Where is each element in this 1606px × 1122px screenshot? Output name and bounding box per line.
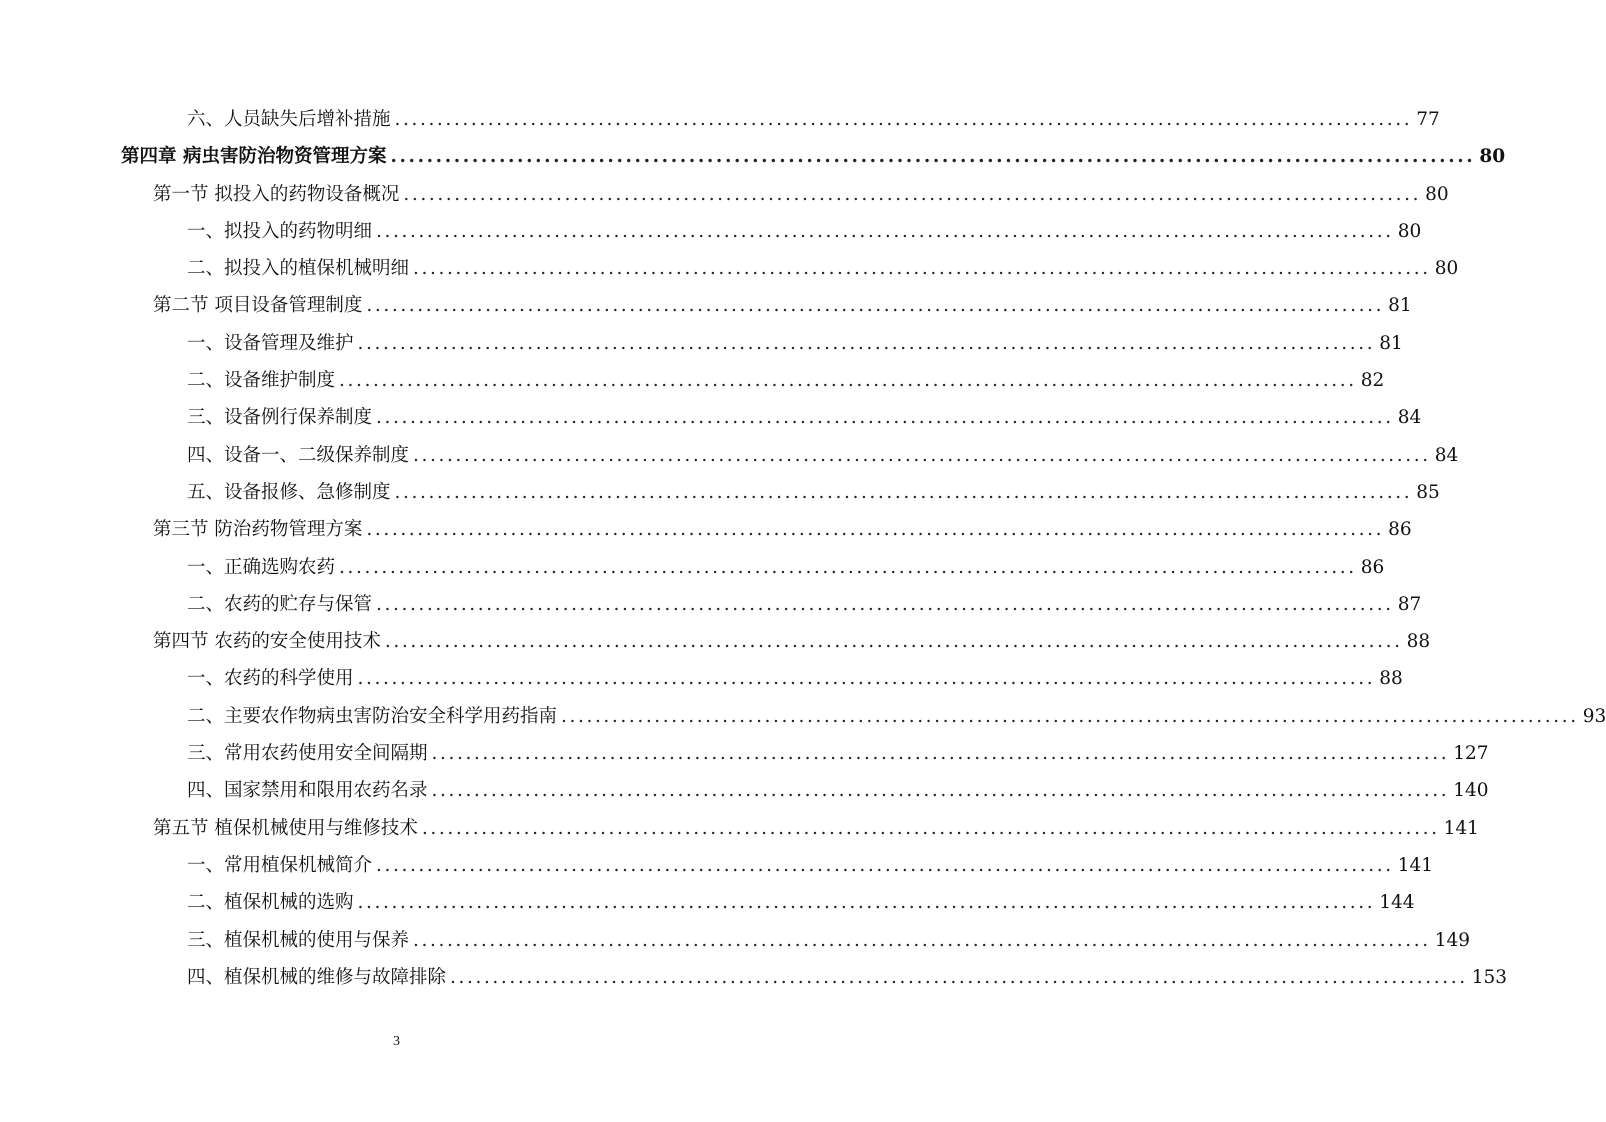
toc-entry-page: 141 xyxy=(1443,817,1479,839)
toc-entry-title: 一、正确选购农药 xyxy=(187,556,336,578)
toc-dot-leader: ........................................................................................................................ xyxy=(390,146,1476,168)
toc-entry-page: 81 xyxy=(1388,295,1412,317)
toc-entry-item[interactable] xyxy=(0,660,1403,697)
toc-entry-item[interactable] xyxy=(0,959,1508,996)
toc-entry-page: 84 xyxy=(1434,444,1459,466)
toc-dot-leader: ........................................................................................................................ xyxy=(357,892,1376,914)
toc-entry-title: 三、植保机械的使用与保养 xyxy=(187,929,410,951)
toc-entry-page: 149 xyxy=(1434,929,1471,951)
toc-entry-page: 86 xyxy=(1388,519,1412,541)
toc-entry-chapter[interactable] xyxy=(0,138,1506,175)
toc-entry-title: 二、主要农作物病虫害防治安全科学用药指南 xyxy=(187,705,558,727)
toc-dot-leader: ........................................................................................................................ xyxy=(357,332,1376,354)
toc-dot-leader: ........................................................................................................................ xyxy=(339,556,1357,578)
toc-entry-title: 第二节 项目设备管理制度 xyxy=(153,295,363,317)
toc-entry-title: 第五节 植保机械使用与维修技术 xyxy=(153,817,418,839)
toc-entry-title: 一、农药的科学使用 xyxy=(187,668,354,690)
toc-entry-title: 第四节 农药的安全使用技术 xyxy=(153,631,381,653)
toc-entry-page: 127 xyxy=(1453,743,1489,765)
toc-entry-item[interactable] xyxy=(0,325,1403,362)
toc-entry-page: 80 xyxy=(1434,258,1459,280)
toc-dot-leader: ........................................................................................................................ xyxy=(421,817,1440,839)
toc-dot-leader: ........................................................................................................................ xyxy=(561,705,1579,727)
toc-entry-page: 80 xyxy=(1479,146,1506,168)
toc-entry-page: 86 xyxy=(1360,556,1385,578)
toc-entry-page: 88 xyxy=(1406,631,1431,653)
toc-entry-item[interactable] xyxy=(0,474,1440,511)
toc-entry-item[interactable] xyxy=(0,213,1422,250)
toc-entry-page: 80 xyxy=(1425,183,1449,205)
toc-entry-item[interactable] xyxy=(0,362,1385,399)
toc-entry-section[interactable] xyxy=(0,176,1449,213)
toc-entry-title: 二、设备维护制度 xyxy=(187,370,336,392)
toc-entry-page: 144 xyxy=(1379,892,1415,914)
toc-entry-item[interactable] xyxy=(0,772,1489,809)
toc-entry-item[interactable] xyxy=(0,437,1459,474)
toc-entry-title: 四、设备一、二级保养制度 xyxy=(187,444,410,466)
toc-dot-leader: ........................................................................................................................ xyxy=(413,929,1431,951)
toc-dot-leader: ........................................................................................................................ xyxy=(376,593,1394,615)
toc-dot-leader: ........................................................................................................................ xyxy=(376,407,1394,429)
toc-entry-title: 六、人员缺失后增补措施 xyxy=(187,109,391,130)
toc-dot-leader: ........................................................................................................................ xyxy=(357,668,1376,690)
toc-dot-leader: ........................................................................................................................ xyxy=(431,780,1450,802)
toc-entry-title: 二、拟投入的植保机械明细 xyxy=(187,258,410,280)
page-number: 3 xyxy=(393,1034,400,1049)
toc-entry-page: 93 xyxy=(1582,705,1606,727)
toc-entry-item[interactable] xyxy=(0,922,1471,959)
toc-entry-title: 五、设备报修、急修制度 xyxy=(187,481,391,503)
toc-dot-leader: ........................................................................................................................ xyxy=(394,481,1413,503)
toc-entry-page: 84 xyxy=(1397,407,1422,429)
toc-entry-page: 80 xyxy=(1397,220,1422,242)
toc-entry-page: 85 xyxy=(1416,481,1440,503)
toc-entry-page: 87 xyxy=(1397,593,1422,615)
toc-entry-item[interactable] xyxy=(0,884,1415,921)
toc-entry-title: 第一节 拟投入的药物设备概况 xyxy=(153,183,400,205)
toc-dot-leader: ........................................................................................................................ xyxy=(376,220,1394,242)
toc-entry-section[interactable] xyxy=(0,511,1412,548)
toc-list xyxy=(0,101,1606,996)
toc-entry-title: 三、常用农药使用安全间隔期 xyxy=(187,743,428,765)
toc-entry-item[interactable] xyxy=(0,101,1440,138)
toc-entry-page: 140 xyxy=(1453,780,1489,802)
toc-entry-page: 81 xyxy=(1379,332,1403,354)
toc-entry-title: 一、常用植保机械简介 xyxy=(187,854,373,876)
toc-dot-leader: ........................................................................................................................ xyxy=(431,743,1450,765)
toc-entry-title: 二、农药的贮存与保管 xyxy=(187,593,373,615)
toc-entry-item[interactable] xyxy=(0,586,1422,623)
toc-entry-page: 77 xyxy=(1416,109,1440,130)
toc-entry-item[interactable] xyxy=(0,399,1422,436)
toc-entry-section[interactable] xyxy=(0,287,1412,324)
toc-entry-item[interactable] xyxy=(0,250,1459,287)
toc-entry-item[interactable] xyxy=(0,549,1385,586)
toc-entry-title: 一、拟投入的药物明细 xyxy=(187,220,373,242)
toc-entry-section[interactable] xyxy=(0,810,1479,847)
toc-entry-page: 153 xyxy=(1471,966,1508,988)
toc-entry-section[interactable] xyxy=(0,623,1431,660)
toc-dot-leader: ........................................................................................................................ xyxy=(413,258,1431,280)
toc-entry-title: 第三节 防治药物管理方案 xyxy=(153,519,363,541)
toc-entry-title: 第四章 病虫害防治物资管理方案 xyxy=(121,146,387,168)
toc-dot-leader: ........................................................................................................................ xyxy=(366,519,1385,541)
toc-dot-leader: ........................................................................................................................ xyxy=(394,109,1413,130)
toc-entry-item[interactable] xyxy=(0,698,1606,735)
toc-dot-leader: ........................................................................................................................ xyxy=(384,631,1403,653)
toc-entry-title: 四、植保机械的维修与故障排除 xyxy=(187,966,447,988)
toc-dot-leader: ........................................................................................................................ xyxy=(413,444,1431,466)
toc-entry-title: 一、设备管理及维护 xyxy=(187,332,354,354)
table-of-contents xyxy=(0,101,1606,996)
toc-dot-leader: ........................................................................................................................ xyxy=(339,370,1357,392)
toc-entry-title: 二、植保机械的选购 xyxy=(187,892,354,914)
toc-entry-title: 四、国家禁用和限用农药名录 xyxy=(187,780,428,802)
toc-dot-leader: ........................................................................................................................ xyxy=(376,854,1394,876)
toc-entry-page: 82 xyxy=(1360,370,1385,392)
toc-entry-item[interactable] xyxy=(0,847,1434,884)
toc-dot-leader: ........................................................................................................................ xyxy=(403,183,1422,205)
toc-entry-item[interactable] xyxy=(0,735,1489,772)
toc-entry-title: 三、设备例行保养制度 xyxy=(187,407,373,429)
toc-dot-leader: ........................................................................................................................ xyxy=(366,295,1385,317)
toc-dot-leader: ........................................................................................................................ xyxy=(450,966,1468,988)
toc-entry-page: 88 xyxy=(1379,668,1403,690)
toc-entry-page: 141 xyxy=(1397,854,1434,876)
